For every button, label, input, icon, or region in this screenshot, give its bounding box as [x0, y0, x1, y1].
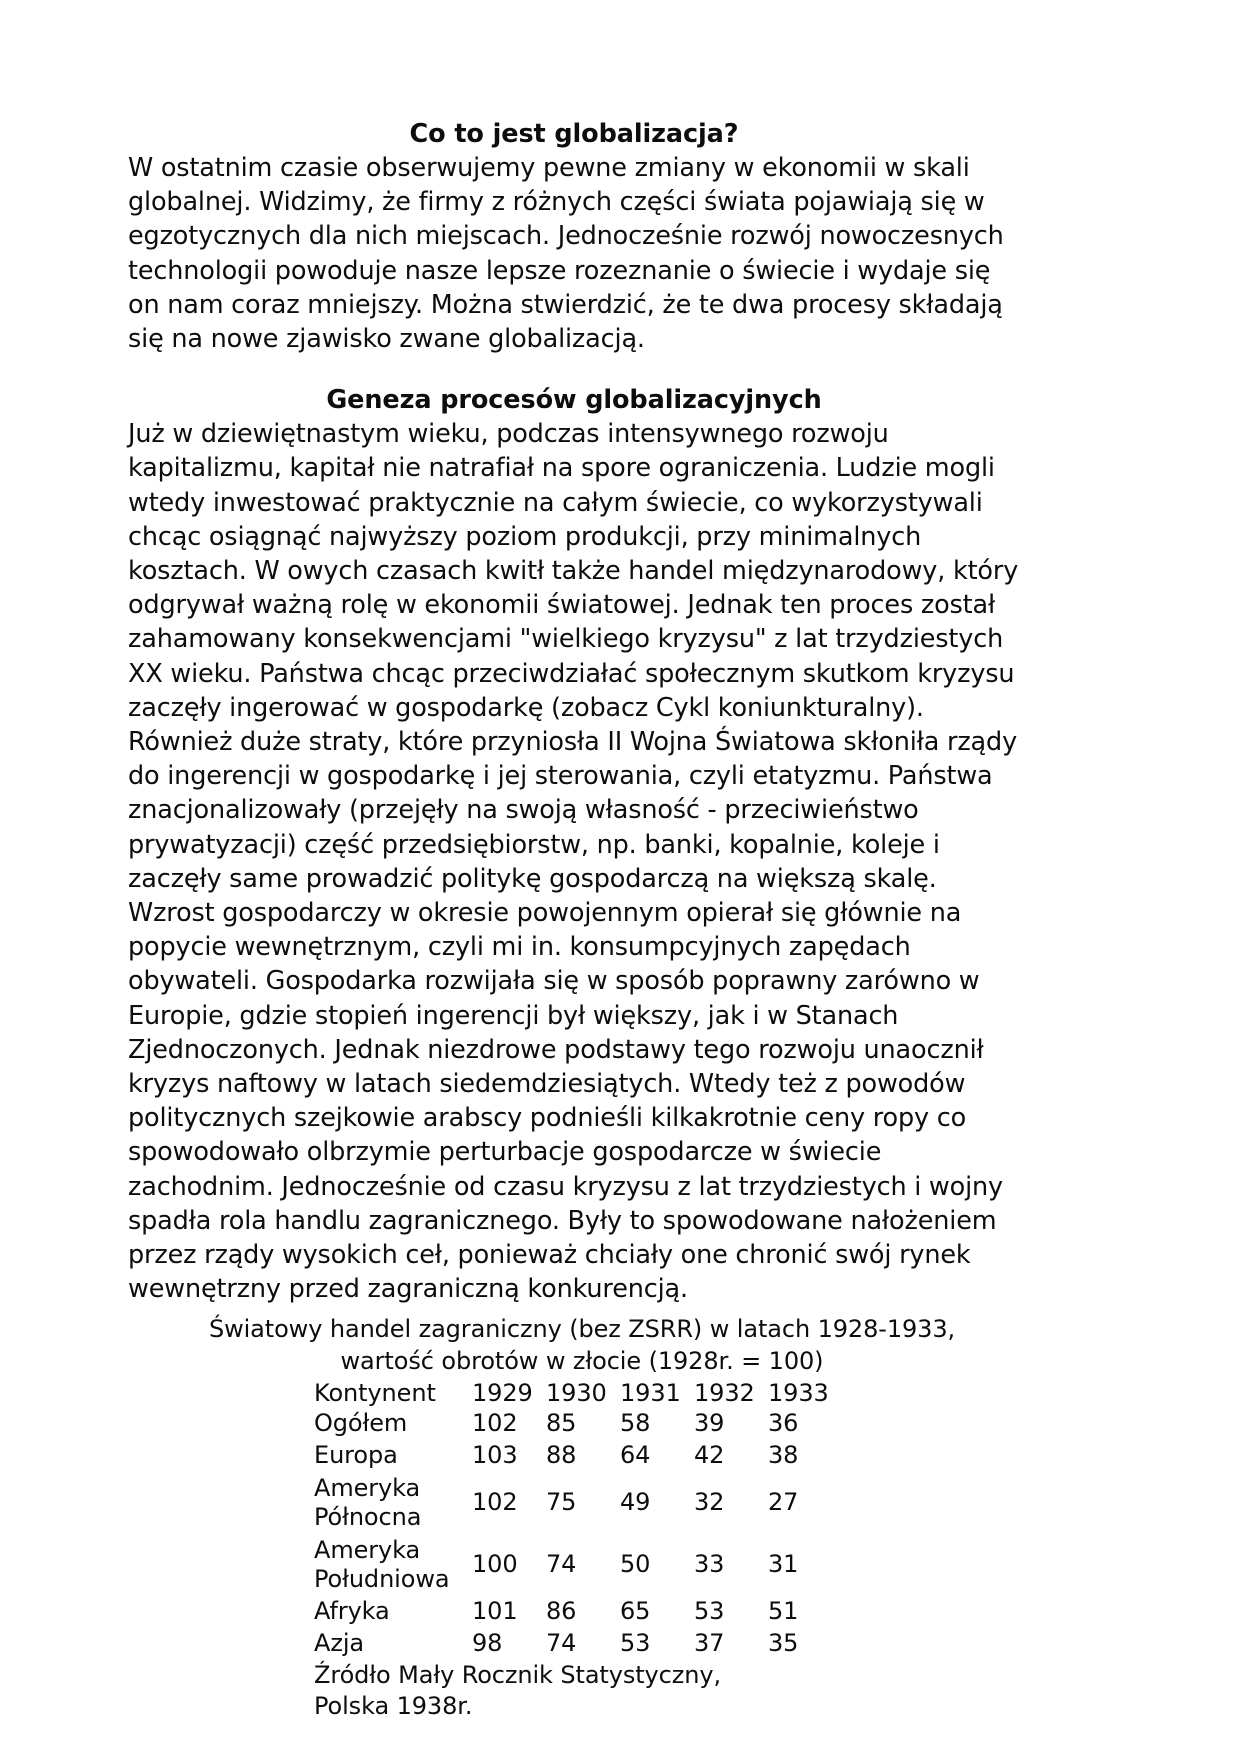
document-body [128, 118, 1020, 1722]
table-cell: 102 [472, 1488, 518, 1516]
table-cell: 53 [620, 1629, 651, 1657]
table-row [314, 1596, 842, 1628]
table-cell: 39 [694, 1409, 725, 1437]
table-cell: 88 [546, 1441, 577, 1469]
table-column-header-1929: 1929 [472, 1378, 533, 1407]
table-header-row [314, 1379, 842, 1408]
section-heading-geneza: Geneza procesów globalizacyjnych [326, 385, 822, 416]
table-cell: 51 [768, 1597, 799, 1625]
table-row-label: Afryka [314, 1597, 390, 1625]
table-cell: 33 [694, 1550, 725, 1578]
table-row-header-label: Kontynent [314, 1378, 436, 1407]
table-column-header-1931: 1931 [620, 1378, 681, 1407]
table-cell: 37 [694, 1629, 725, 1657]
table-source-note: Źródło Mały Rocznik Statystyczny, Polska 1938r. [314, 1660, 721, 1720]
page-title: Co to jest globalizacja? [409, 119, 739, 149]
table-row [314, 1534, 842, 1596]
table-cell: 101 [472, 1597, 518, 1625]
table-cell: 32 [694, 1488, 725, 1516]
table-row [314, 1440, 842, 1472]
table-row [314, 1408, 842, 1440]
table-cell: 75 [546, 1488, 577, 1516]
table-caption: Światowy handel zagraniczny (bez ZSRR) w latach 1928-1933, wartość obrotów w złocie (1928r. = 100) [208, 1314, 956, 1375]
table-cell: 31 [768, 1550, 799, 1578]
table-column-header-1932: 1932 [694, 1378, 755, 1407]
table-column-header-1930: 1930 [546, 1378, 607, 1407]
table-row [314, 1628, 842, 1660]
trade-data-table [314, 1379, 842, 1660]
table-row-label: Europa [314, 1441, 398, 1469]
table-cell: 102 [472, 1409, 518, 1437]
table-cell: 100 [472, 1550, 518, 1578]
table-column-header-1933: 1933 [768, 1378, 829, 1407]
table-cell: 58 [620, 1409, 651, 1437]
table-cell: 53 [694, 1597, 725, 1625]
table-row [314, 1472, 842, 1534]
table-cell: 36 [768, 1409, 799, 1437]
paragraph-intro: W ostatnim czasie obserwujemy pewne zmiany w ekonomii w skali globalnej. Widzimy, że firmy z różnych części świata pojawiają się w egzotycznych dla nich miejscach. Jednocześnie rozwój nowoczesnych technologii powoduje nasze lepsze rozeznanie o świecie i wydaje się on nam coraz mniejszy. Można stwierdzić, że te dwa procesy składają się na nowe zjawisko zwane globalizacją. [128, 153, 1004, 355]
table-row-label: Azja [314, 1629, 364, 1657]
table-cell: 49 [620, 1488, 651, 1516]
table-cell: 38 [768, 1441, 799, 1469]
table-cell: 65 [620, 1597, 651, 1625]
paragraph-geneza: Już w dziewiętnastym wieku, podczas intensywnego rozwoju kapitalizmu, kapitał nie natrafiał na spore ograniczenia. Ludzie mogli wtedy inwestować praktycznie na całym świecie, co wykorzystywali chcąc osiągnąć najwyższy poziom produkcji, przy minimalnych kosztach. W owych czasach kwitł także handel międzynarodowy, który odgrywał ważną rolę w ekonomii światowej. Jednak ten proces został zahamowany konsekwencjami "wielkiego kryzysu" z lat trzydziestych XX wieku. Państwa chcąc przeciwdziałać społecznym skutkom kryzysu zaczęły ingerować w gospodarkę (zobacz Cykl koniunkturalny). Również duże straty, które przyniosła II Wojna Światowa skłoniła rządy do ingerencji w gospodarkę i jej sterowania, czyli etatyzmu. Państwa znacjonalizowały (przejęły na swoją własność - przeciwieństwo prywatyzacji) część przedsiębiorstw, np. banki, kopalnie, koleje i zaczęły same prowadzić politykę gospodarczą na większą skalę. Wzrost gospodarczy w okresie powojennym opierał się głównie na popycie wewnętrznym, czyli mi in. konsumpcyjnych zapędach obywateli. Gospodarka rozwijała się w sposób poprawny zarówno w Europie, gdzie stopień ingerencji był większy, jak i w Stanach Zjednoczonych. Jednak niezdrowe podstawy tego rozwoju unaocznił kryzys naftowy w latach siedemdziesiątych. Wtedy też z powodów politycznych szejkowie arabscy podnieśli kilkakrotnie ceny ropy co spowodowało olbrzymie perturbacje gospodarcze w świecie zachodnim. Jednocześnie od czasu kryzysu z lat trzydziestych i wojny spadła rola handlu zagranicznego. Były to spowodowane nałożeniem przez rządy wysokich ceł, ponieważ chciały one chronić swój rynek wewnętrzny przed zagraniczną konkurencją. [128, 419, 1019, 1305]
table-cell: 42 [694, 1441, 725, 1469]
table-row-label: Ameryka Północna [314, 1473, 422, 1531]
table-cell: 64 [620, 1441, 651, 1469]
table-cell: 85 [546, 1409, 577, 1437]
table-cell: 86 [546, 1597, 577, 1625]
table-row-label: Ogółem [314, 1409, 408, 1437]
table-row-label: Ameryka Południowa [314, 1535, 450, 1593]
table-cell: 103 [472, 1441, 518, 1469]
table-cell: 35 [768, 1629, 799, 1657]
table-cell: 74 [546, 1550, 577, 1578]
table-cell: 74 [546, 1629, 577, 1657]
table-cell: 98 [472, 1629, 503, 1657]
table-cell: 27 [768, 1488, 799, 1516]
table-cell: 50 [620, 1550, 651, 1578]
